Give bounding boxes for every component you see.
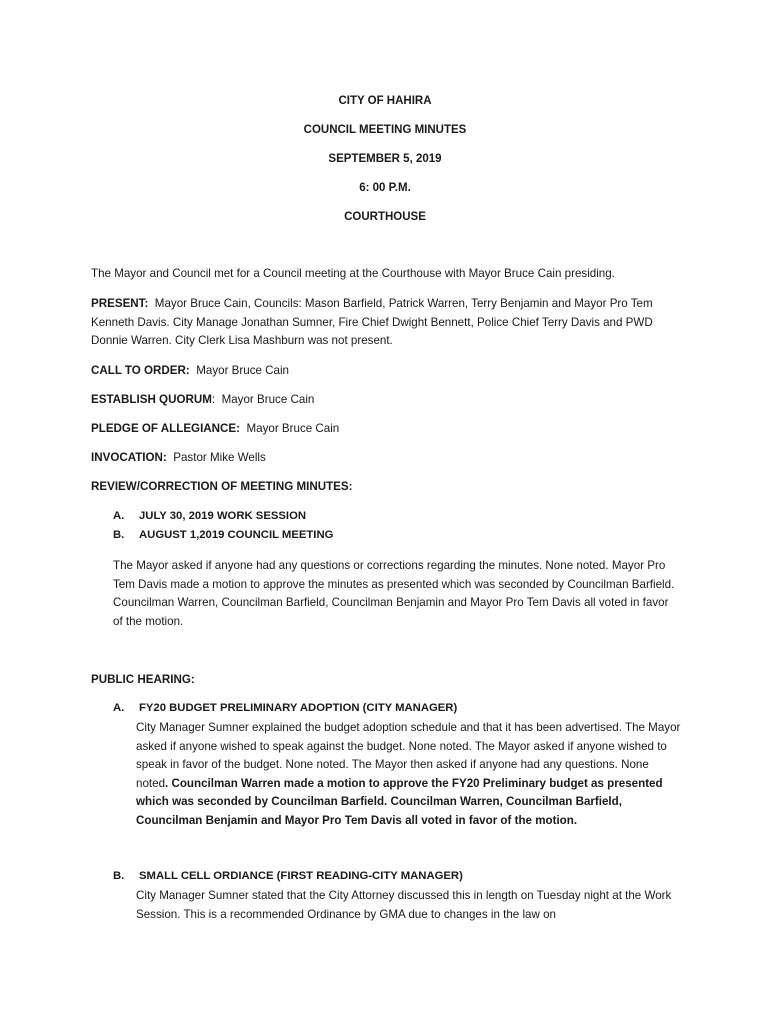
intro-paragraph: The Mayor and Council met for a Council meeting at the Courthouse with Mayor Bruce Cain presiding. — [91, 267, 615, 280]
hearing-item-b-title-text: SMALL CELL ORDIANCE (FIRST READING-CITY MANAGER) — [139, 870, 463, 882]
present-text: Mayor Bruce Cain, Councils: Mason Barfield, Patrick Warren, Terry Benjamin and Mayor Pro Tem Kenneth Davis. City Manage Jonathan Sumner, Fire Chief Dwight Bennett, Police Chief Terry Davis and PWD Donnie Warren. City Clerk Lisa Mashburn was not present. — [91, 297, 653, 347]
hearing-item-a-title-text: FY20 BUDGET PRELIMINARY ADOPTION (CITY MANAGER) — [139, 702, 458, 714]
review-item-a — [113, 510, 306, 522]
review-item-b-letter: B. — [113, 529, 125, 541]
invocation — [91, 451, 266, 464]
hearing-item-a-body-bold: . Councilman Warren made a motion to approve the FY20 Preliminary budget as presented which was seconded by Councilman Barfield. Councilman Warren, Councilman Barfield, Councilman Benjamin and Mayor Pro Tem Davis all voted in favor of the motion. — [136, 776, 663, 827]
hearing-item-a-letter: A. — [113, 702, 125, 714]
review-item-a-text: JULY 30, 2019 WORK SESSION — [139, 510, 307, 522]
hearing-item-a-body-plain: City Manager Sumner explained the budget adoption schedule and that it has been advertised. The Mayor asked if anyone wished to speak against the budget. None noted. The Mayor asked if anyone wished to speak in favor of the budget. None noted. The Mayor then asked if anyone had any questions. None noted — [136, 721, 681, 790]
city-name: CITY OF HAHIRA — [338, 95, 432, 107]
pledge-of-allegiance — [91, 422, 339, 435]
review-body: The Mayor asked if anyone had any questions or corrections regarding the minutes. None noted. Mayor Pro Tem Davis made a motion to approve the minutes as presented which was seconded by Councilman Barfield. Councilman Warren, Councilman Barfield, Councilman Benjamin and Mayor Pro Tem Davis all voted in favor of the motion. — [113, 559, 675, 628]
meeting-location: COURTHOUSE — [344, 211, 426, 223]
establish-quorum-text: Mayor Bruce Cain — [221, 393, 315, 406]
pledge-text: Mayor Bruce Cain — [246, 422, 340, 435]
invocation-text: Pastor Mike Wells — [173, 451, 266, 464]
establish-quorum — [91, 393, 314, 406]
meeting-time: 6: 00 P.M. — [359, 182, 411, 194]
hearing-item-b-letter: B. — [113, 870, 125, 882]
hearing-item-a-body — [136, 719, 681, 830]
pledge-label: PLEDGE OF ALLEGIANCE: — [91, 422, 241, 435]
establish-quorum-sep: : — [211, 393, 216, 406]
hearing-item-b-title — [113, 870, 463, 882]
public-hearing-heading: PUBLIC HEARING: — [91, 673, 195, 686]
invocation-label: INVOCATION: — [91, 451, 167, 464]
document-title: COUNCIL MEETING MINUTES — [303, 124, 467, 136]
review-item-b-text: AUGUST 1,2019 COUNCIL MEETING — [139, 529, 334, 541]
call-to-order — [91, 364, 289, 377]
hearing-item-a-title — [113, 702, 457, 714]
review-heading: REVIEW/CORRECTION OF MEETING MINUTES: — [91, 480, 353, 493]
establish-quorum-label: ESTABLISH QUORUM — [91, 393, 212, 406]
review-item-b — [113, 529, 333, 541]
present-label: PRESENT: — [91, 297, 149, 310]
present-paragraph — [91, 295, 681, 351]
call-to-order-label: CALL TO ORDER: — [91, 364, 190, 377]
review-item-a-letter: A. — [113, 510, 125, 522]
hearing-item-b-body: City Manager Sumner stated that the City Attorney discussed this in length on Tuesday night at the Work Session. This is a recommended Ordinance by GMA due to changes in the law on — [136, 889, 672, 921]
call-to-order-text: Mayor Bruce Cain — [196, 364, 290, 377]
meeting-date: SEPTEMBER 5, 2019 — [328, 153, 442, 165]
